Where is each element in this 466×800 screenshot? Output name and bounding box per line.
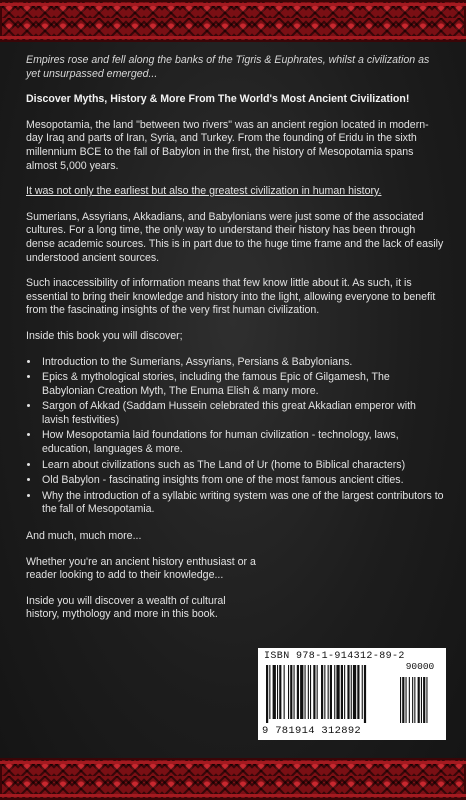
- paragraph-3: Sumerians, Assyrians, Akkadians, and Babylonians were just some of the associated cultures. For a long time, the only way to understand their history has been through dense academic sources. This is in part due to the huge time frame and the lack of easily understood ancient sources.: [26, 210, 444, 264]
- list-item: • Introduction to the Sumerians, Assyrians, Persians & Babylonians.: [40, 356, 444, 370]
- paragraph-2: It was not only the earliest but also the greatest civilization in human history.: [26, 185, 382, 198]
- list-item: • Old Babylon - fascinating insights from one of the most famous ancient cities.: [40, 474, 444, 488]
- list-item: • Learn about civilizations such as The Land of Ur (home to Biblical characters): [40, 459, 444, 473]
- list-item: • Epics & mythological stories, including the famous Epic of Gilgamesh, The Babylonian Creation Myth, The Enuma Elish & many more.: [40, 371, 444, 398]
- barcode-bars: [266, 665, 442, 725]
- isbn-text: ISBN 978-1-914312-89-2: [264, 651, 405, 662]
- intro-text: Empires rose and fell along the banks of the Tigris & Euphrates, whilst a civilization as yet unsurpassed emerged...: [26, 54, 430, 80]
- closing-2: Inside you will discover a wealth of cultural history, mythology and more in this book.: [26, 594, 226, 621]
- bottom-celtic-border: [0, 758, 466, 800]
- blurb: [26, 54, 444, 634]
- top-celtic-border: [0, 0, 466, 42]
- barcode-number: 9 781914 312892: [262, 725, 362, 737]
- paragraph-4: Such inaccessibility of information means that few know little about it. As such, it is essential to bring their knowledge and history into the light, allowing everyone to benefit from the fascinating insights of the very first human civilization.: [26, 277, 436, 317]
- closing-1: Whether you're an ancient history enthusiast or a reader looking to add to their knowledge...: [26, 555, 256, 582]
- list-item: • Why the introduction of a syllabic writing system was one of the largest contributors to the fall of Mesopotamia.: [40, 490, 444, 517]
- barcode-addon: 90000: [405, 661, 435, 672]
- list-intro: Inside this book you will discover;: [26, 329, 183, 342]
- headline: Discover Myths, History & More From The World's Most Ancient Civilization!: [26, 93, 410, 106]
- discover-list: [26, 356, 444, 518]
- isbn-barcode: [258, 648, 446, 740]
- list-item: • How Mesopotamia laid foundations for human civilization - technology, laws, education, languages & more.: [40, 429, 444, 456]
- list-item: • Sargon of Akkad (Saddam Hussein celebrated this great Akkadian emperor with lavish festivities): [40, 400, 444, 427]
- and-more: And much, much more...: [26, 530, 142, 543]
- paragraph-1: Mesopotamia, the land "between two rivers" was an ancient region located in modern-day Iraq and parts of Iran, Syria, and Turkey. From the founding of Eridu in the sixth millennium BCE to the fall of Babylon in the first, the history of Mesopotamia spans almost 5,000 years.: [26, 118, 429, 172]
